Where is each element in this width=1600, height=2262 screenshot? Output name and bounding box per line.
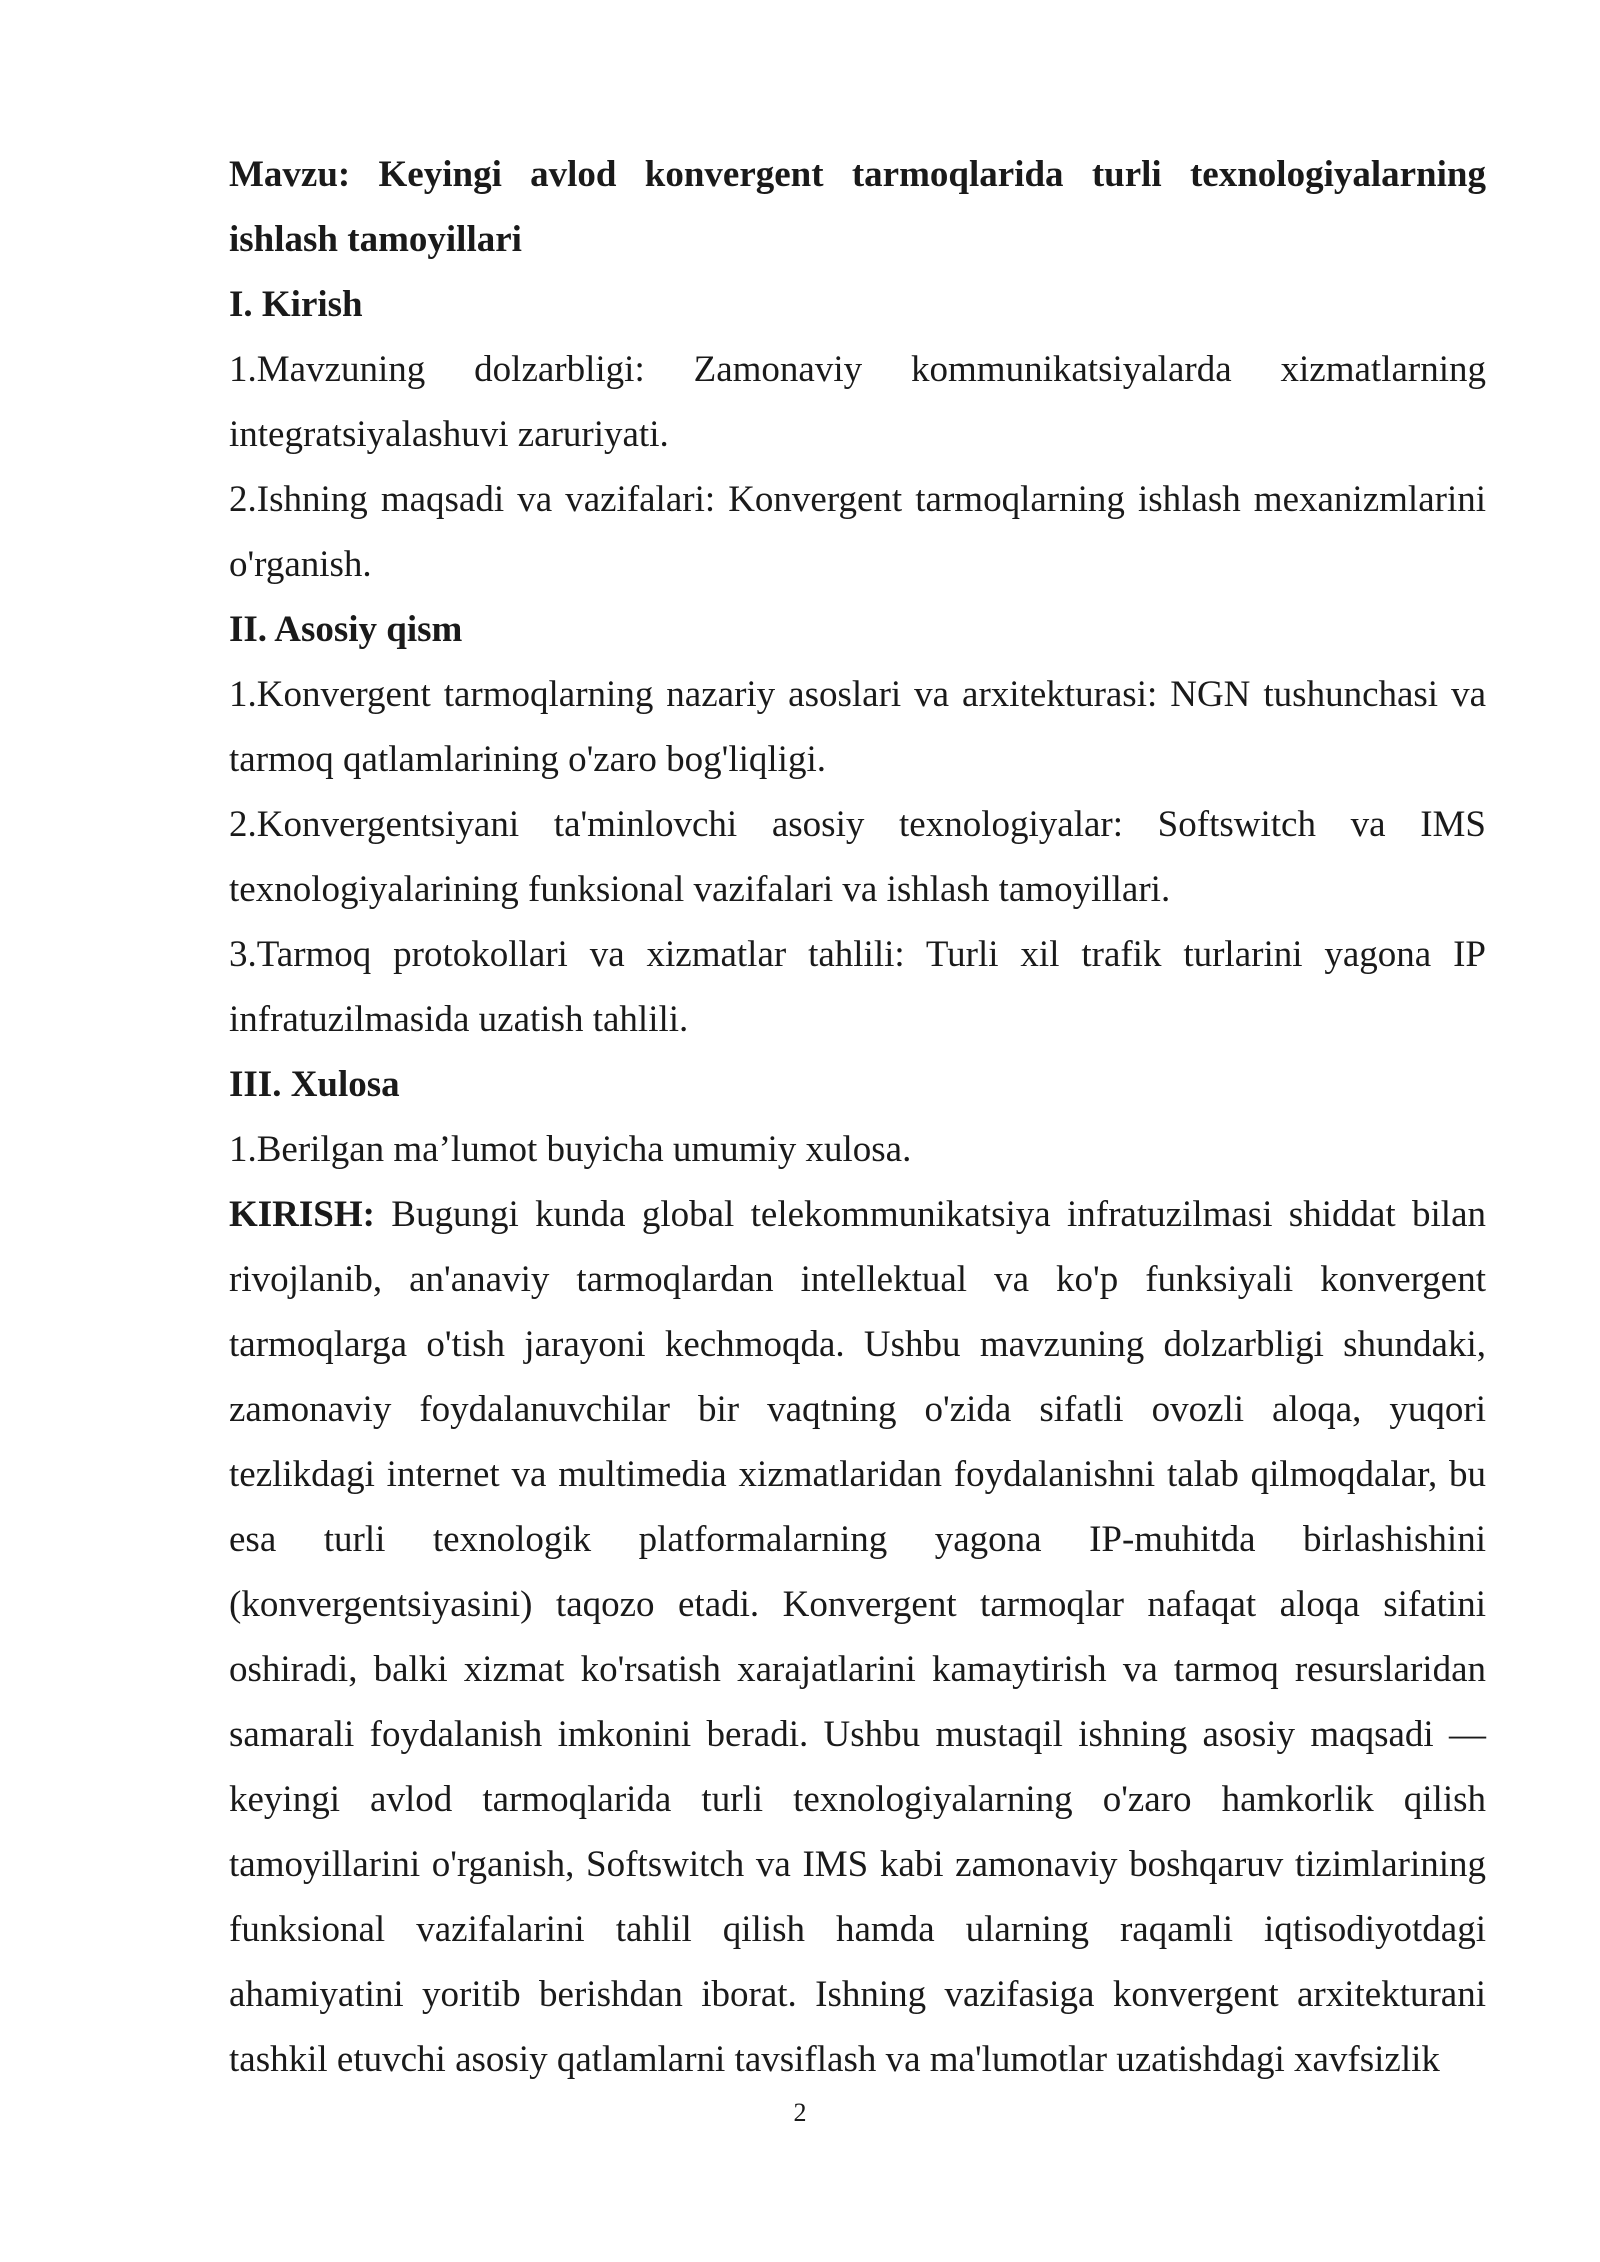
topic-title: Mavzu: Keyingi avlod konvergent tarmoqlarida turli texnologiyalarning ishlash tamoyillari: [229, 154, 1486, 260]
intro-text: Bugungi kunda global telekommunikatsiya infratuzilmasi shiddat bilan rivojlanib, an'anaviy tarmoqlardan intellektual va ko'p funksiyali konvergent tarmoqlarga o'tish jarayoni kechmoqda. Ushbu mavzuning dolzarbligi shundaki, zamonaviy foydalanuvchilar bir vaqtning o'zida sifatli ovozli aloqa, yuqori tezlikdagi internet va multimedia xizmatlaridan foydalanishni talab qilmoqdalar, bu esa turli texnologik platformalarning yagona IP-muhitda birlashishini (konvergentsiyasini) taqozo etadi. Konvergent tarmoqlar nafaqat aloqa sifatini oshiradi, balki xizmat ko'rsatish xarajatlarini kamaytirish va tarmoq resurslaridan samarali foydalanish imkonini beradi. Ushbu mustaqil ishning asosiy maqsadi — keyingi avlod tarmoqlarida turli texnologiyalarning o'zaro hamkorlik qilish tamoyillarini o'rganish, Softswitch va IMS kabi zamonaviy boshqaruv tizimlarining funksional vazifalarini tahlil qilish hamda ularning raqamli iqtisodiyotdagi ahamiyatini yoritib berishdan iborat. Ishning vazifasiga konvergent arxitekturani tashkil etuvchi asosiy qatlamlarni tavsiflash va ma'lumotlar uzatishdagi xavfsizlik: [229, 1194, 1486, 2080]
page-number: 2: [793, 2098, 807, 2127]
document-page: [229, 142, 1486, 2092]
section-heading-kirish: I. Kirish: [229, 284, 363, 325]
list-item: 2.Ishning maqsadi va vazifalari: Konvergent tarmoqlarning ishlash mexanizmlarini o'rganish.: [229, 479, 1486, 585]
list-item: 3.Tarmoq protokollari va xizmatlar tahlili: Turli xil trafik turlarini yagona IP infratuzilmasida uzatish tahlili.: [229, 934, 1486, 1040]
section-heading-asosiy-qism: II. Asosiy qism: [229, 609, 463, 650]
intro-paragraph: [229, 1182, 1486, 2092]
list-item: 1.Konvergent tarmoqlarning nazariy asoslari va arxitekturasi: NGN tushunchasi va tarmoq qatlamlarining o'zaro bog'liqligi.: [229, 674, 1486, 780]
section-heading-xulosa: III. Xulosa: [229, 1064, 400, 1105]
list-item: 1.Berilgan ma’lumot buyicha umumiy xulosa.: [229, 1129, 912, 1170]
list-item: 1.Mavzuning dolzarbligi: Zamonaviy kommunikatsiyalarda xizmatlarning integratsiyalashuvi zaruriyati.: [229, 349, 1486, 455]
intro-label: KIRISH:: [229, 1194, 375, 1235]
list-item: 2.Konvergentsiyani ta'minlovchi asosiy texnologiyalar: Softswitch va IMS texnologiyalarining funksional vazifalari va ishlash tamoyillari.: [229, 804, 1486, 910]
